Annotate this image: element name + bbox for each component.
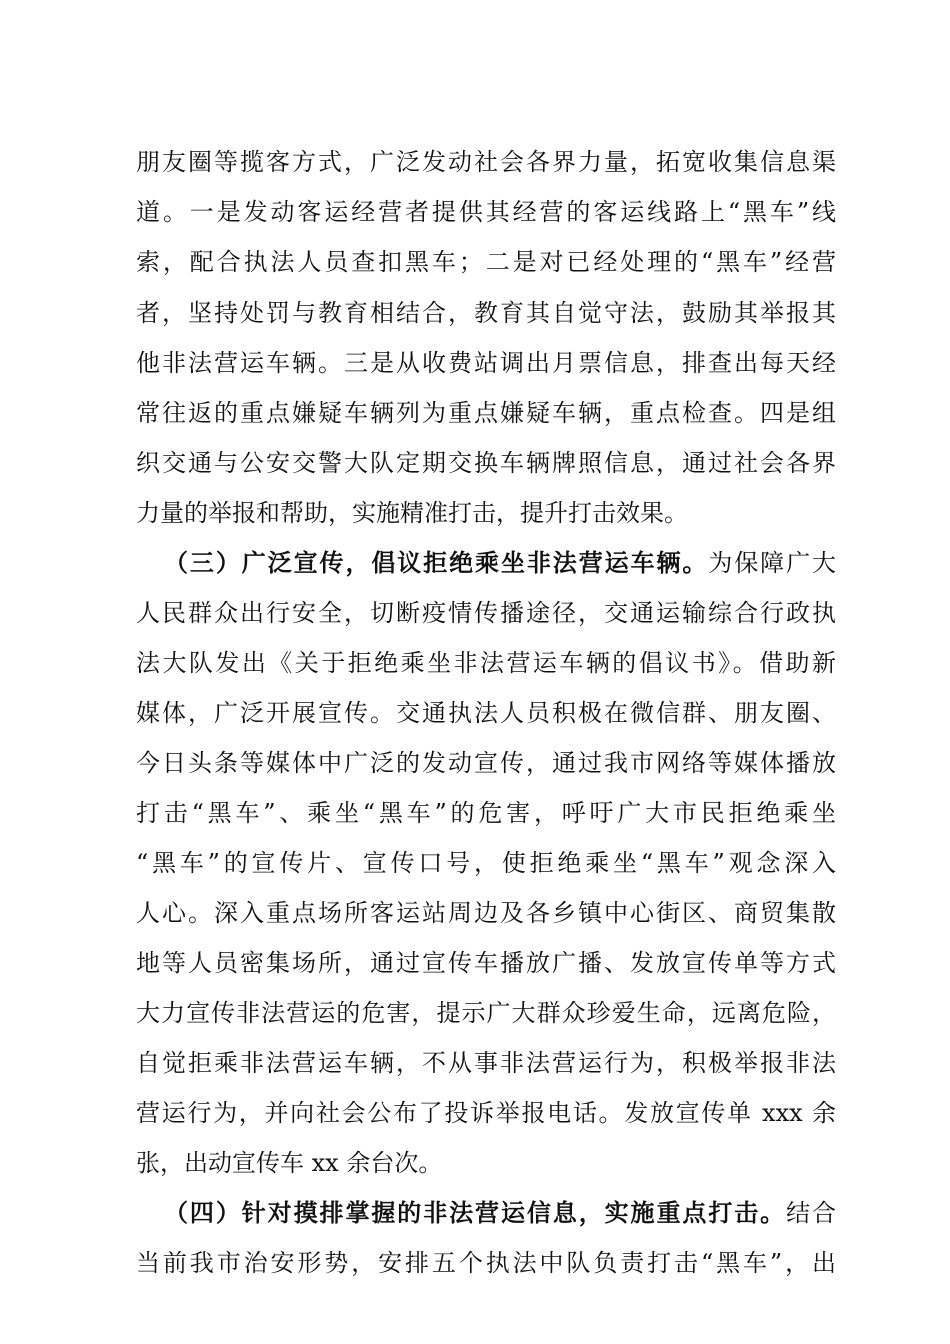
section-heading: （四）针对摸排掌握的非法营运信息，实施重点打击。 (164, 1198, 787, 1227)
text-line: 者，坚持处罚与教育相结合，教育其自觉守法，鼓励其举报其 (136, 299, 836, 327)
text-line: 自觉拒乘非法营运车辆，不从事非法营运行为，积极举报非法 (136, 1049, 836, 1077)
text-line: 人心。深入重点场所客运站周边及各乡镇中心街区、商贸集散 (136, 899, 836, 927)
section-heading-line (136, 1198, 836, 1228)
text-line: 当前我市治安形势，安排五个执法中队负责打击“黑车”，出 (136, 1249, 836, 1277)
text-run: 结合 (786, 1199, 836, 1227)
text-line: 索，配合执法人员查扣黑车；二是对已经处理的“黑车”经营 (136, 248, 836, 276)
text-line: “黑车”的宣传片、宣传口号，使拒绝乘坐“黑车”观念深入 (136, 849, 836, 877)
text-line: 力量的举报和帮助，实施精准打击，提升打击效果。 (136, 499, 688, 527)
text-line: 他非法营运车辆。三是从收费站调出月票信息，排查出每天经 (136, 349, 836, 377)
text-line: 朋友圈等揽客方式，广泛发动社会各界力量，拓宽收集信息渠 (136, 148, 836, 176)
text-line: 织交通与公安交警大队定期交换车辆牌照信息，通过社会各界 (136, 449, 836, 477)
text-line: 大力宣传非法营运的危害，提示广大群众珍爱生命，远离危险， (136, 999, 836, 1027)
text-line: 打击“黑车”、乘坐“黑车”的危害，呼吁广大市民拒绝乘坐 (136, 799, 836, 827)
text-line: 媒体，广泛开展宣传。交通执法人员积极在微信群、朋友圈、 (136, 699, 836, 727)
text-line: 地等人员密集场所，通过宣传车播放广播、发放宣传单等方式 (136, 949, 836, 977)
text-run: 为保障广大 (708, 549, 837, 577)
section-heading-line (136, 548, 836, 578)
text-line: 营运行为，并向社会公布了投诉举报电话。发放宣传单 xxx 余 (136, 1099, 836, 1127)
text-line: 常往返的重点嫌疑车辆列为重点嫌疑车辆，重点检查。四是组 (136, 399, 836, 427)
text-line: 人民群众出行安全，切断疫情传播途径，交通运输综合行政执 (136, 599, 836, 627)
section-heading: （三）广泛宣传，倡议拒绝乘坐非法营运车辆。 (164, 548, 709, 577)
text-line: 今日头条等媒体中广泛的发动宣传，通过我市网络等媒体播放 (136, 749, 836, 777)
text-line: 张，出动宣传车 xx 余台次。 (136, 1149, 443, 1177)
text-line: 法大队发出《关于拒绝乘坐非法营运车辆的倡议书》。借助新 (136, 649, 836, 677)
text-line: 道。一是发动客运经营者提供其经营的客运线路上“黑车”线 (136, 198, 836, 226)
